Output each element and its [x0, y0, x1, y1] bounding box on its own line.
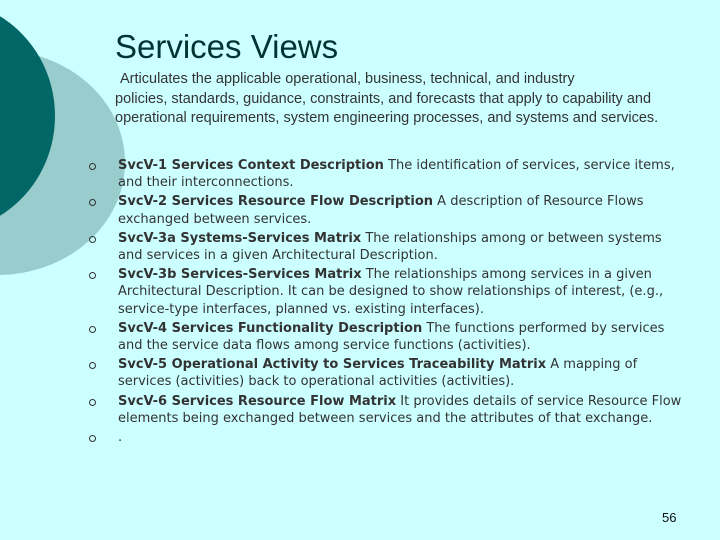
intro-rest: policies, standards, guidance, constraints, and forecasts that apply to capability and operational requirements, system engineering processes, and systems and services.: [115, 90, 659, 126]
item-name: SvcV-3a Systems-Services Matrix: [118, 230, 362, 246]
item-description: A mapping of services (activities) back to operational activities (activities).: [118, 357, 638, 390]
item-name: SvcV-1 Services Context Description: [118, 158, 384, 173]
services-views-list: [89, 157, 689, 448]
item-name: SvcV-4 Services Functionality Description: [118, 320, 423, 336]
bullet-icon: [89, 435, 96, 442]
list-item: [89, 266, 689, 318]
list-item: [89, 429, 689, 446]
list-item: [89, 393, 689, 427]
item-description: The identification of services, service items, and their interconnections.: [118, 158, 675, 191]
list-item: [89, 356, 689, 390]
bullet-icon: [89, 236, 96, 243]
item-description: The functions performed by services and the service data flows among service functions (activities).: [118, 320, 665, 354]
intro-paragraph: [115, 70, 690, 129]
bullet-icon: [89, 326, 96, 333]
bullet-icon: [89, 399, 96, 406]
list-item: [89, 193, 689, 227]
item-description: It provides details of service Resource Flow elements being exchanged between services and the attributes of that exchange.: [118, 393, 682, 426]
item-name: SvcV-5 Operational Activity to Services Traceability Matrix: [118, 357, 547, 373]
item-name: SvcV-3b Services-Services Matrix: [118, 267, 362, 283]
item-name: SvcV-6 Services Resource Flow Matrix: [118, 393, 397, 409]
item-description: .: [118, 430, 123, 446]
item-name: SvcV-2 Services Resource Flow Description: [118, 194, 434, 210]
bullet-icon: [89, 272, 96, 279]
intro-first-line: Articulates the applicable operational, business, technical, and industry: [120, 71, 575, 87]
bullet-icon: [89, 199, 96, 206]
item-description: A description of Resource Flows exchanged between services.: [118, 194, 644, 227]
item-description: The relationships among or between systems and services in a given Architectural Description.: [118, 230, 662, 264]
list-item: [89, 157, 689, 191]
bullet-icon: [89, 163, 96, 170]
page-number: 56: [662, 510, 677, 525]
item-description: The relationships among services in a given Architectural Description. It can be designed to show relationships of interest, (e.g., service-type interfaces, planned vs. existing interfaces).: [118, 267, 664, 317]
list-item: [89, 230, 689, 264]
slide-title: Services Views: [115, 28, 339, 65]
list-item: [89, 320, 689, 354]
bullet-icon: [89, 362, 96, 369]
